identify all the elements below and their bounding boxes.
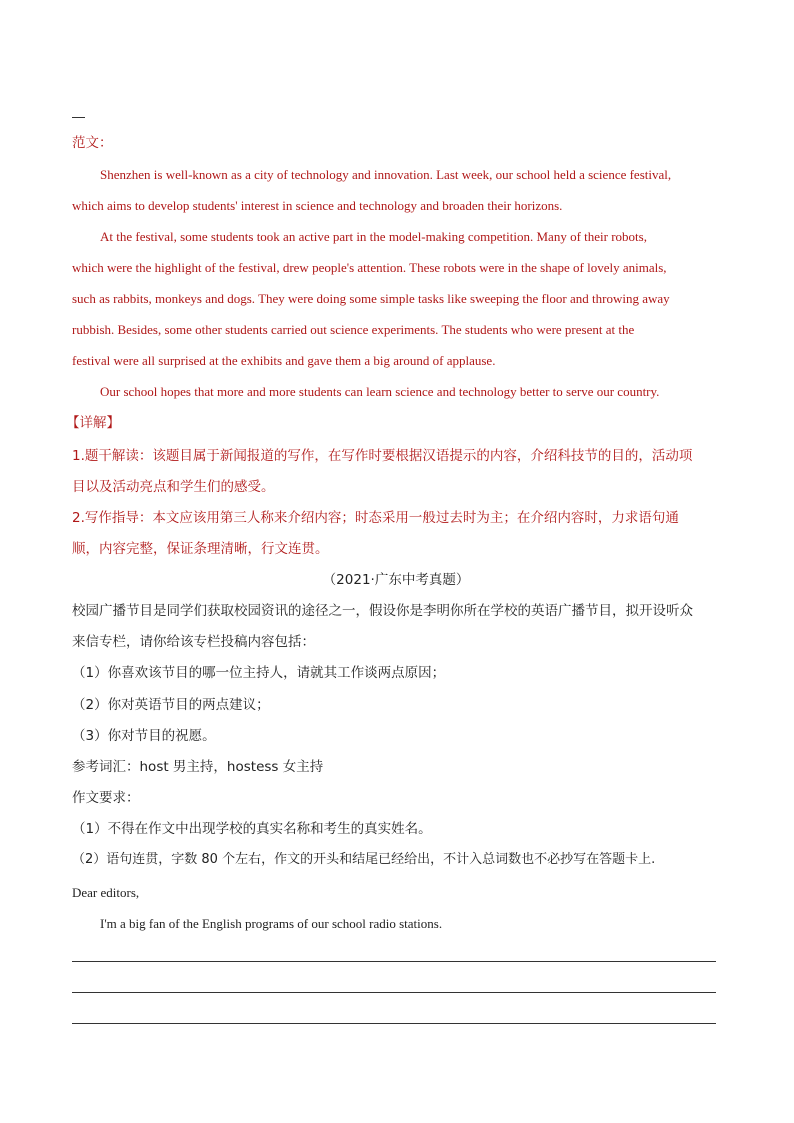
opening-sentence: I'm a big fan of the English programs of our school radio stations.: [100, 916, 443, 931]
essay-line-4: which were the highlight of the festival, drew people's attention. These robots were in the shape of lovely animals,: [72, 260, 667, 275]
salutation: Dear editors,: [72, 885, 140, 900]
essay-line-7: festival were all surprised at the exhibits and gave them a big around of applause.: [72, 353, 496, 368]
explanation-line-3: 2.写作指导：本文应该用第三人称来介绍内容；时态采用一般过去时为主；在介绍内容时，力求语句通: [72, 510, 679, 526]
requirements-heading: 作文要求：: [72, 790, 140, 806]
model-essay-label: 范文：: [72, 135, 113, 151]
essay-line-1: Shenzhen is well-known as a city of technology and innovation. Last week, our school held a science festival,: [100, 167, 672, 182]
question-item-2: （2）你对英语节目的两点建议；: [72, 697, 270, 713]
requirement-2: （2）语句连贯，字数 80 个左右，作文的开头和结尾已经给出，不计入总词数也不必抄写在答题卡上.: [72, 852, 656, 867]
writing-line-1: [72, 961, 716, 962]
writing-line-3: [72, 1023, 716, 1024]
explanation-heading: 【详解】: [66, 415, 120, 431]
essay-line-8: Our school hopes that more and more students can learn science and technology better to serve our country.: [100, 384, 660, 399]
requirement-1: （1）不得在作文中出现学校的真实名称和考生的真实姓名。: [72, 821, 432, 837]
question-item-1: （1）你喜欢该节目的哪一位主持人，请就其工作谈两点原因；: [72, 665, 446, 681]
explanation-line-4: 顺，内容完整，保证条理清晰，行文连贯。: [72, 541, 329, 557]
question-item-3: （3）你对节目的祝愿。: [72, 728, 216, 744]
question-line-2: 来信专栏，请你给该专栏投稿内容包括：: [72, 634, 315, 650]
explanation-line-2: 目以及活动亮点和学生们的感受。: [72, 479, 275, 495]
question-source: （2021·广东中考真题）: [322, 572, 470, 588]
essay-line-2: which aims to develop students' interest in science and technology and broaden their horizons.: [72, 198, 563, 213]
explanation-line-1: 1.题干解读：该题目属于新闻报道的写作，在写作时要根据汉语提示的内容，介绍科技节的目的，活动项: [72, 448, 693, 464]
separator-dash: [72, 117, 85, 118]
essay-line-5: such as rabbits, monkeys and dogs. They were doing some simple tasks like sweeping the floor and throwing away: [72, 291, 670, 306]
writing-line-2: [72, 992, 716, 993]
reference-vocabulary: 参考词汇：host 男主持，hostess 女主持: [72, 759, 324, 775]
essay-line-3: At the festival, some students took an active part in the model-making competition. Many of their robots,: [100, 229, 647, 244]
essay-line-6: rubbish. Besides, some other students carried out science experiments. The students who were present at the: [72, 322, 635, 337]
question-line-1: 校园广播节目是同学们获取校园资讯的途径之一，假设你是李明你所在学校的英语广播节目，拟开设听众: [72, 603, 693, 619]
